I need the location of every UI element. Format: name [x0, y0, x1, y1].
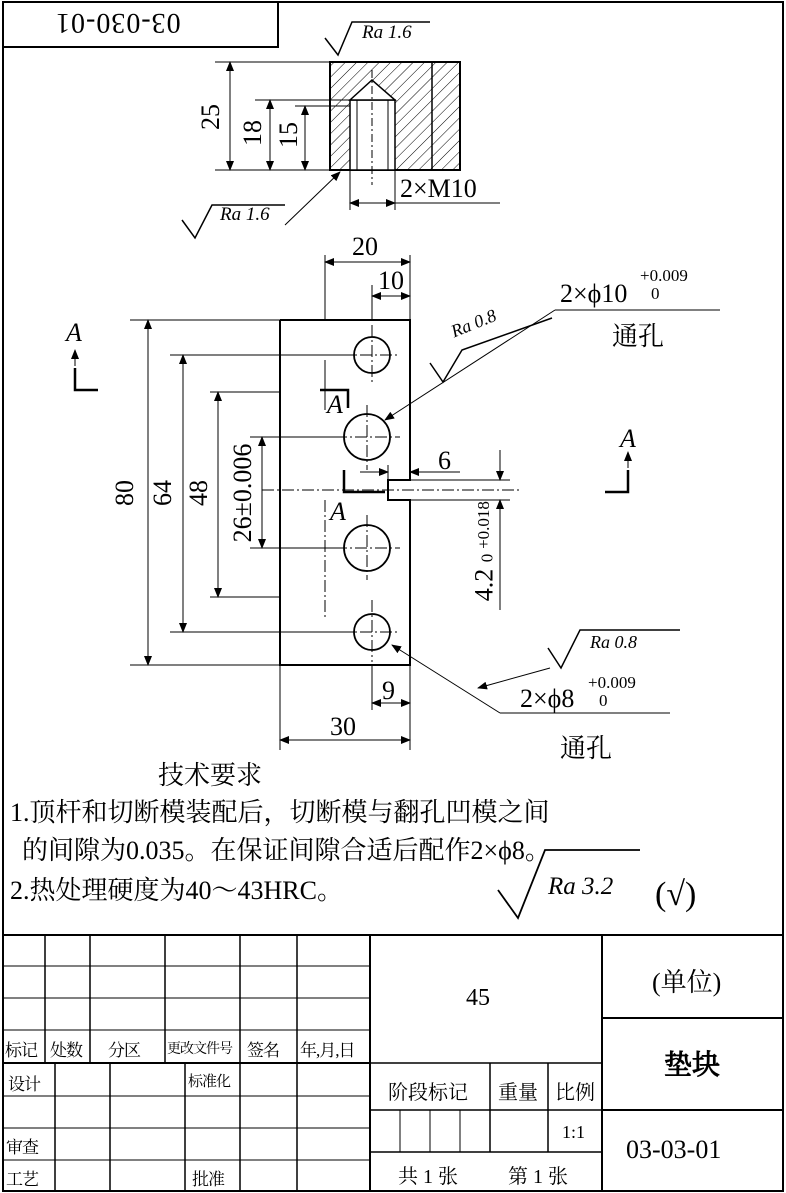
hole8-note: 通孔 — [560, 734, 613, 763]
hole10-tol-lower: 0 — [651, 284, 660, 303]
tb-scale-label: 比例 — [555, 1082, 595, 1104]
roughness-general-suffix: (√) — [655, 876, 697, 913]
hole8-tol-upper: +0.009 — [588, 673, 636, 692]
section-label-4: A — [620, 424, 636, 453]
tech-req-line3: 2.热处理硬度为40～43HRC。 — [10, 876, 343, 905]
dim-w10: 10 — [378, 266, 404, 295]
dim-slot-42: 4.2 — [469, 568, 499, 602]
tb-h-zone: 分区 — [108, 1041, 140, 1060]
dim-h48: 48 — [184, 480, 213, 506]
hole10-tol-upper: +0.009 — [640, 266, 688, 285]
roughness-label-hole8: Ra 0.8 — [590, 632, 637, 652]
tb-h-date: 年,月,日 — [300, 1041, 355, 1060]
tb-part-name: 垫块 — [664, 1050, 721, 1081]
drawing-number-top: 03-030-01 — [55, 7, 181, 38]
roughness-label-top: Ra 1.6 — [362, 22, 412, 43]
tb-h-mark: 标记 — [5, 1041, 37, 1060]
tech-req-line2: 的间隙为0.035。在保证间隙合适后配作2×ϕ8。 — [22, 836, 551, 865]
dim-side-25: 25 — [196, 104, 225, 130]
tech-req-line1: 1.顶杆和切断模装配后，切断模与翻孔凹模之间 — [10, 798, 550, 827]
hole10-note: 通孔 — [612, 322, 665, 351]
hole8-callout: 2×ϕ8 — [520, 684, 575, 713]
tb-h-count: 处数 — [50, 1041, 82, 1060]
section-label-3: A — [330, 497, 346, 526]
dim-side-15: 15 — [274, 122, 303, 148]
dim-side-18: 18 — [238, 120, 267, 146]
tb-weight: 重量 — [498, 1082, 538, 1104]
section-label-2: A — [327, 390, 343, 419]
dim-thread: 2×M10 — [400, 174, 477, 203]
dim-h80: 80 — [110, 480, 139, 506]
tb-h-doc: 更改文件号 — [167, 1042, 232, 1057]
tb-sheets-total: 共 1 张 — [398, 1166, 458, 1188]
hole10-callout: 2×ϕ10 — [560, 279, 628, 308]
tb-approve: 批准 — [192, 1170, 224, 1189]
tb-scale: 1:1 — [562, 1122, 586, 1142]
hole8-tol-lower: 0 — [599, 691, 608, 710]
tb-stage-mark: 阶段标记 — [388, 1082, 468, 1104]
dim-w9: 9 — [382, 676, 395, 705]
dim-w20: 20 — [352, 232, 378, 261]
tb-material: 45 — [466, 985, 490, 1011]
roughness-label-left: Ra 1.6 — [220, 204, 270, 225]
tb-standard: 标准化 — [188, 1074, 231, 1090]
dim-h64: 64 — [148, 480, 177, 506]
roughness-label-hole10: Ra 0.8 — [448, 305, 500, 342]
dim-slot-42-tol-lower: 0 — [477, 553, 497, 563]
drawing-border — [3, 2, 783, 1191]
dim-slot-6: 6 — [438, 446, 451, 475]
dim-h26: 26±0.006 — [228, 443, 257, 543]
dim-slot-42-tol-upper: +0.018 — [473, 501, 493, 549]
tb-check: 审查 — [6, 1138, 38, 1157]
tb-sheet-no: 第 1 张 — [508, 1166, 568, 1188]
roughness-label-general: Ra 3.2 — [548, 873, 614, 900]
tb-design: 设计 — [8, 1075, 40, 1094]
tb-unit: (单位) — [652, 968, 722, 997]
tb-process: 工艺 — [6, 1170, 38, 1189]
tb-drawing-number: 03-03-01 — [626, 1135, 722, 1164]
section-label-1: A — [66, 318, 82, 347]
tech-req-title: 技术要求 — [158, 761, 263, 790]
tb-h-sign: 签名 — [247, 1041, 279, 1060]
dim-w30: 30 — [330, 712, 356, 741]
